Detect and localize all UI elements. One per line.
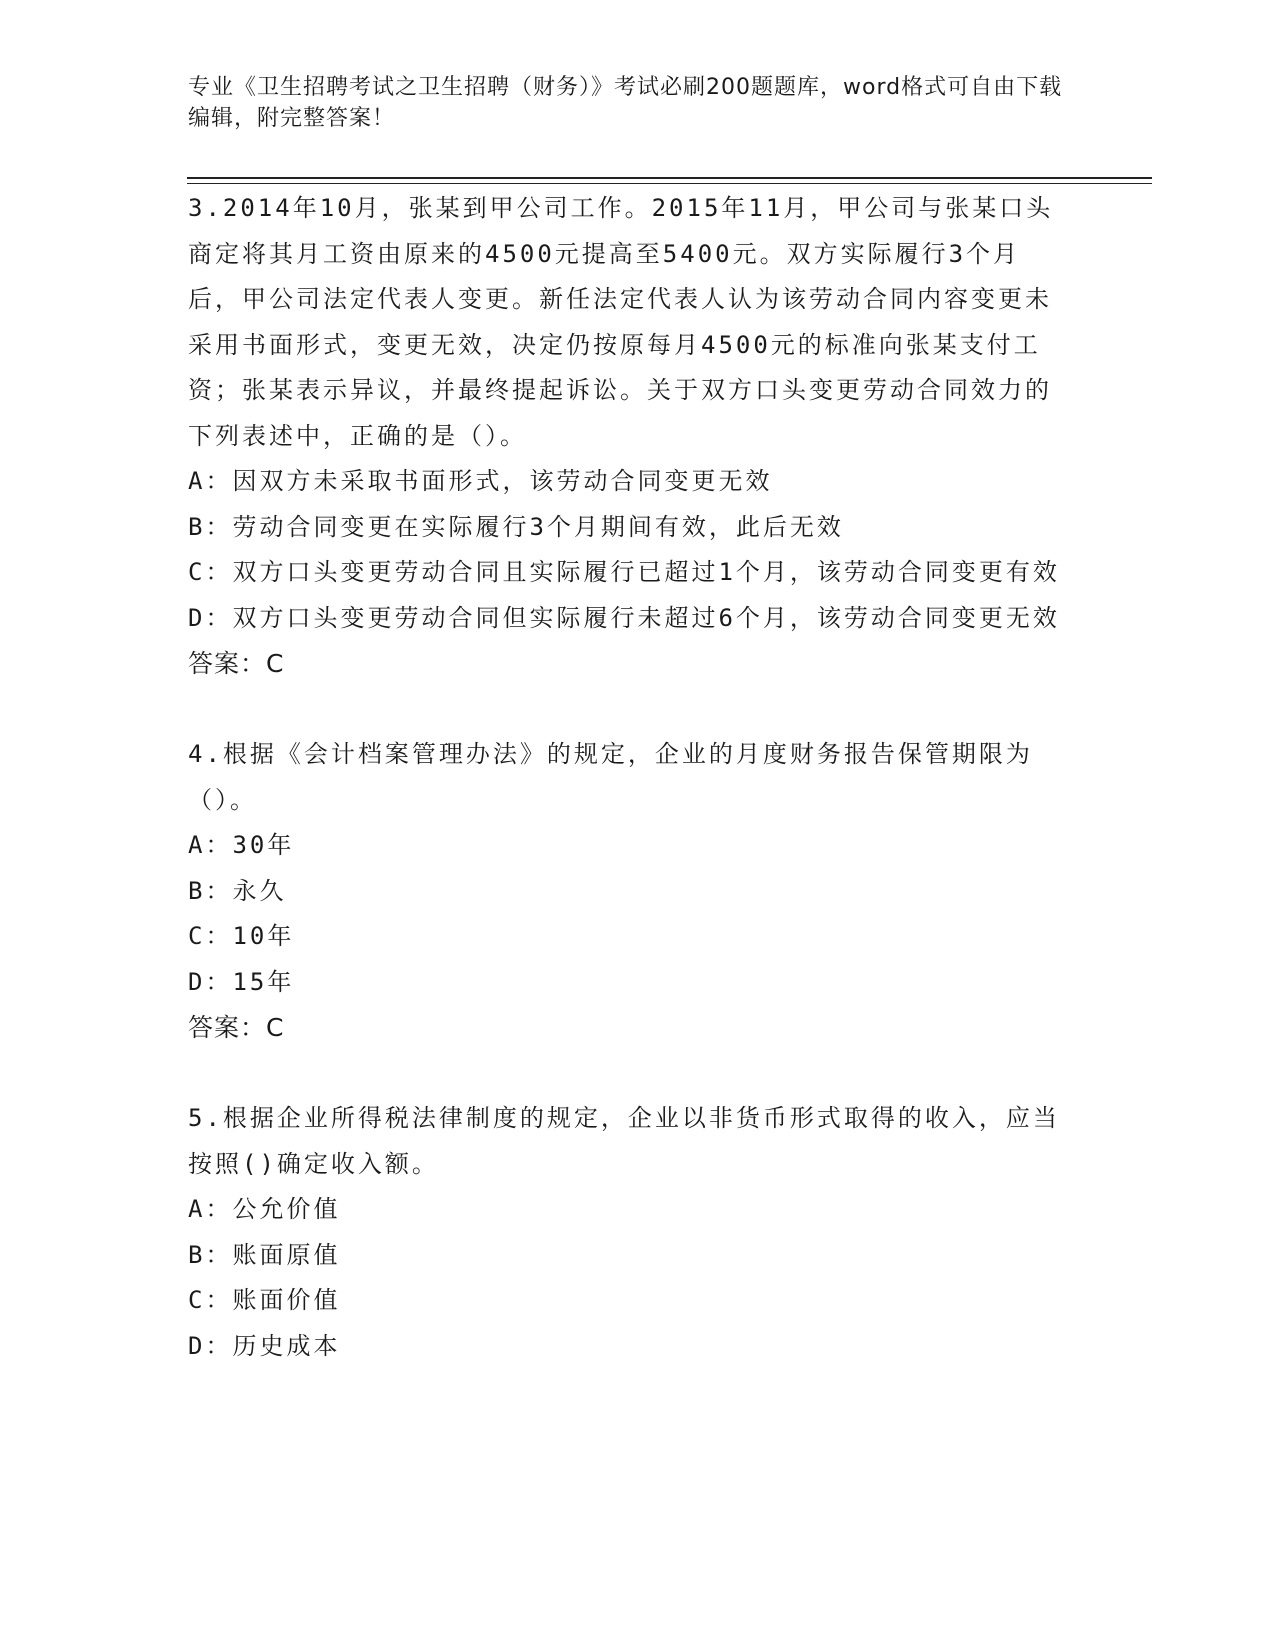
option-b: B：账面原值 (188, 1240, 341, 1269)
question-text: 5.根据企业所得税法律制度的规定，企业以非货币形式取得的收入，应当按照()确定收入额。 (188, 1104, 1060, 1178)
question-text: 4.根据《会计档案管理办法》的规定，企业的月度财务报告保管期限为（）。 (188, 740, 1033, 814)
question-5 (188, 1096, 1068, 1369)
option-d: D：15年 (188, 967, 295, 996)
header-rule-thick (187, 177, 1152, 179)
answer-line: 答案：C (188, 649, 285, 678)
option-a: A：公允价值 (188, 1195, 341, 1223)
option-a: A：30年 (188, 831, 295, 859)
question-3 (188, 186, 1068, 687)
option-a: A：因双方未采取书面形式，该劳动合同变更无效 (188, 467, 773, 495)
question-text: 3.2014年10月，张某到甲公司工作。2015年11月，甲公司与张某口头商定将其月工资由原来的4500元提高至5400元。双方实际履行3个月后，甲公司法定代表人变更。新任法定代表人认为该劳动合同内容变更未采用书面形式，变更无效，决定仍按原每月4500元的标准向张某支付工资；张某表示异议，并最终提起诉讼。关于双方口头变更劳动合同效力的下列表述中，正确的是（）。 (188, 194, 1054, 450)
header-rule-thin (187, 183, 1152, 184)
question-gap (188, 1051, 1068, 1097)
option-c: C：10年 (188, 922, 295, 950)
question-gap (188, 687, 1068, 733)
option-d: D：双方口头变更劳动合同但实际履行未超过6个月，该劳动合同变更无效 (188, 603, 1060, 632)
option-c: C：账面价值 (188, 1286, 341, 1314)
option-b: B：永久 (188, 876, 287, 905)
answer-line: 答案：C (188, 1013, 285, 1042)
option-d: D：历史成本 (188, 1331, 341, 1360)
page-header: 专业《卫生招聘考试之卫生招聘（财务）》考试必刷200题题库，word格式可自由下载编辑，附完整答案！ (188, 75, 1063, 131)
question-4 (188, 732, 1068, 1051)
option-c: C：双方口头变更劳动合同且实际履行已超过1个月，该劳动合同变更有效 (188, 558, 1060, 586)
question-list (188, 186, 1068, 1369)
option-b: B：劳动合同变更在实际履行3个月期间有效，此后无效 (188, 512, 844, 541)
